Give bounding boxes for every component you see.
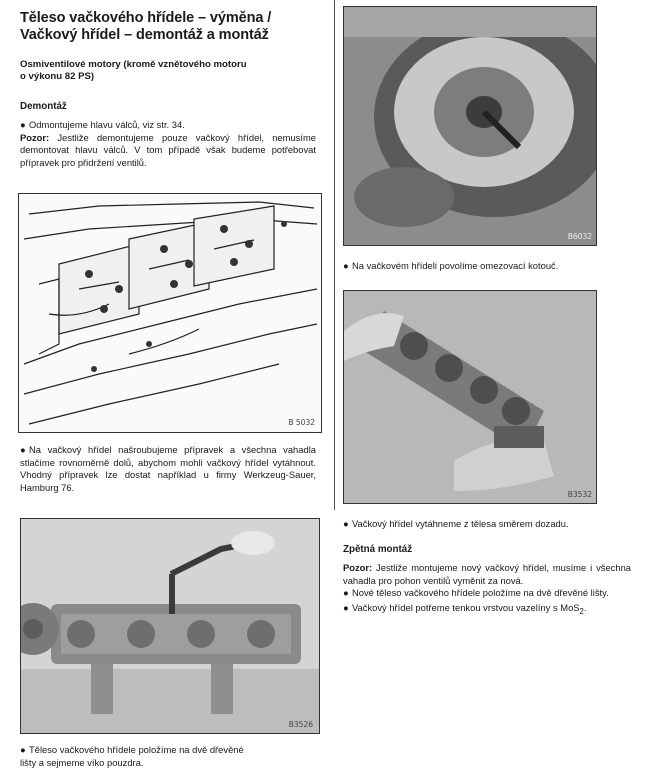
section-heading-zpetna-montaz: Zpětná montáž: [343, 544, 413, 555]
housing-photo: [21, 519, 319, 733]
figure-code: B 5032: [288, 418, 315, 427]
demontaz-text: [20, 119, 316, 169]
bullet-icon: ●: [343, 587, 349, 599]
bullet-icon: ●: [20, 744, 26, 755]
caption-3: ● Na vačkovém hřídeli povolíme omezovací kotouč.: [343, 260, 559, 271]
pozor-label: Pozor:: [343, 562, 373, 573]
figure-code: B6032: [567, 232, 592, 241]
pozor-text: Jestliže demontujeme pouze vačkový hřídel, nemusíme demontovat hlavu válců. V tom případě však budeme potřebovat přípravek pro přidržení ventilů.: [20, 131, 316, 168]
pozor-note-2: Pozor: Jestliže montujeme nový vačkový hřídel, musíme i všechna vahadla pro pohon ventilů vyměnit za nová.: [343, 562, 631, 586]
rocker-drawing: [19, 194, 321, 432]
bullet-remove-head: ● Odmontujeme hlavu válců, viz str. 34.: [20, 119, 185, 130]
figure-thrust-plate: [343, 6, 597, 246]
bullet-icon: ●: [343, 260, 349, 271]
figure-code: B3532: [567, 490, 592, 499]
bullet-icon: ●: [343, 518, 349, 529]
bullet-icon: ●: [343, 601, 349, 613]
camshaft-removal-photo: [344, 291, 596, 503]
section-heading-demontaz: Demontáž: [20, 101, 67, 112]
bullet-icon: ●: [20, 444, 26, 455]
page-title: [20, 10, 320, 44]
column-divider-left: [334, 0, 335, 510]
zpetna-text: [343, 562, 631, 618]
bullet-icon: ●: [20, 119, 26, 130]
subtitle: [20, 59, 320, 83]
pozor-label: Pozor:: [20, 131, 50, 143]
thrust-plate-photo: [344, 7, 596, 245]
subtitle-line-1: Osmiventilové motory (kromě vznětového motoru: [20, 59, 247, 70]
pozor-note: [20, 132, 316, 170]
caption-2: ● Těleso vačkového hřídele položíme na dvě dřevěné lišty a sejmeme víko pouzdra.: [20, 744, 244, 768]
bullet-new-housing: ● Nové těleso vačkového hřídele položíme na dvě dřevěné lišty.: [343, 587, 609, 599]
title-block: [20, 10, 320, 44]
figure-camshaft-housing: [20, 518, 320, 734]
caption-1: ● Na vačkový hřídel našroubujeme přípravek a všechna vahadla stlačíme rovnoměrně dolů, abychom mohli vačkový hřídel vytáhnout. Vhodný přípravek lze dostat například u firmy Werkzeug-Sauer, Hamburg 76.: [20, 444, 316, 493]
figure-code: B3526: [288, 720, 313, 729]
bullet-grease: ● Vačkový hřídel potřeme tenkou vrstvou vazelíny s MoS$_2$.: [343, 601, 587, 616]
figure-camshaft-removal: [343, 290, 597, 504]
subtitle-line-2: o výkonu 82 PS): [20, 71, 95, 82]
caption-4: ● Vačkový hřídel vytáhneme z tělesa směrem dozadu.: [343, 518, 569, 529]
title-line-1: Těleso vačkového hřídele – výměna /: [20, 10, 272, 26]
title-line-2: Vačkový hřídel – demontáž a montáž: [20, 27, 269, 43]
figure-rocker-tool: [18, 193, 322, 433]
